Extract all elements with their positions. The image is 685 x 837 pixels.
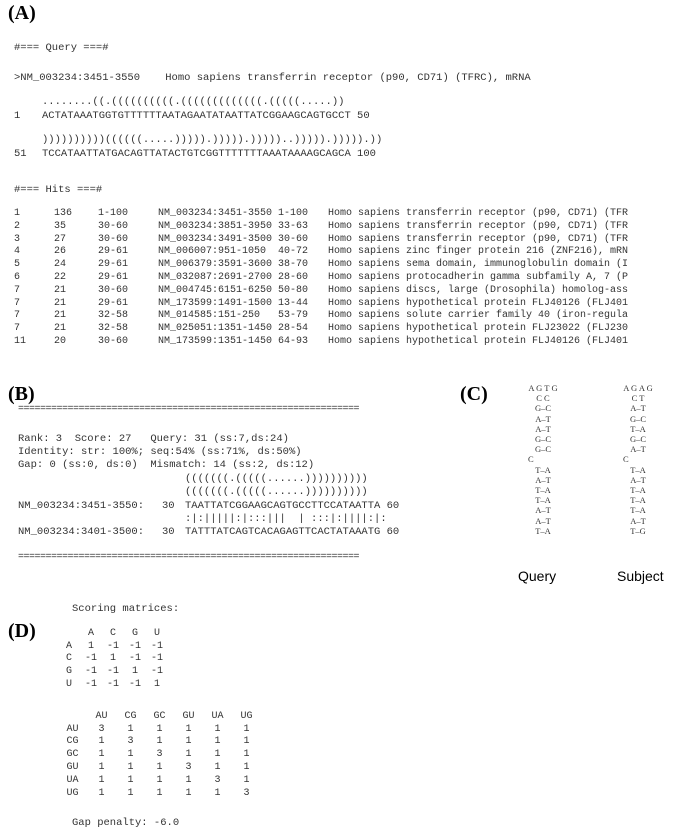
hit-cell: 1	[14, 208, 21, 219]
subject-base-pair: T–A	[630, 485, 646, 496]
matrix-cell: 1	[156, 762, 163, 774]
hit-cell: 21	[54, 297, 67, 309]
query-base-pair: T–A	[535, 464, 551, 475]
matrix-cell: 1	[87, 640, 94, 652]
hit-row	[14, 285, 678, 298]
matrix-cell: GC	[66, 749, 79, 761]
hit-cell: 4	[14, 246, 21, 258]
hit-cell: 1-100	[278, 208, 309, 219]
query-loop-top: A G T G	[528, 383, 558, 393]
matrix-cell: 3	[156, 749, 163, 761]
matrix-cell: 1	[153, 679, 160, 691]
matrix-cell: 1	[185, 749, 192, 761]
matrix-cell: 1	[243, 749, 250, 761]
query-alignment-seq: TAATTATCGGAAGCAGTGCCTTCCATAATTA 60	[185, 500, 400, 512]
subject-base-pair: T–A	[630, 423, 646, 434]
panel-b-label: (B)	[8, 383, 35, 405]
query-base-pair: A–T	[535, 423, 551, 434]
matrix-row	[58, 761, 261, 774]
matrix-cell: 1	[243, 774, 250, 786]
matrix-row	[58, 723, 261, 736]
matrix-cell: 3	[243, 787, 250, 799]
matrix-cell: 1	[109, 653, 116, 665]
subject-alignment-name: NM_003234:3401-3500:	[18, 526, 145, 538]
hit-cell: 28-60	[278, 271, 309, 283]
matrix-header-cell: CG	[124, 710, 137, 722]
hit-cell: 28-54	[278, 323, 309, 335]
hit-cell: 38-70	[278, 259, 309, 271]
matrix-cell: G	[65, 666, 72, 678]
hit-cell: 21	[54, 323, 67, 335]
subject-loop-mid: C T	[631, 393, 645, 404]
hit-cell: Homo sapiens transferrin receptor (p90, CD71) (TFR	[328, 233, 629, 245]
panel-a-label: (A)	[8, 2, 36, 24]
matrix-cell: 1	[98, 749, 105, 761]
matrix-header-cell: A	[87, 627, 94, 639]
hit-row	[14, 272, 678, 285]
hit-cell: 7	[14, 310, 21, 322]
gap-line: Gap: 0 (ss:0, ds:0) Mismatch: 14 (ss:2, ds:12)	[18, 459, 315, 471]
hit-cell: Homo sapiens hypothetical protein FLJ23022 (FLJ230	[328, 323, 629, 335]
matrix-cell: 1	[156, 723, 163, 735]
matrix-cell: 1	[127, 749, 134, 761]
subject-caption: Subject	[617, 568, 664, 584]
matrix-cell: 1	[131, 666, 138, 678]
hit-cell: 64-93	[278, 335, 309, 347]
matrix-header-cell: UA	[211, 710, 224, 722]
subject-hairpin	[603, 383, 673, 536]
subject-bulge: C	[623, 454, 629, 465]
alignment-match-line: :|:|||||:|:::||| | :::|:||||:|:	[185, 513, 387, 525]
matrix-header-cell: GU	[182, 710, 195, 722]
hit-row	[14, 298, 678, 311]
hit-row	[14, 336, 678, 349]
hits-header: #=== Hits ===#	[14, 184, 103, 196]
gap-penalty: Gap penalty: -6.0	[72, 817, 180, 829]
hit-cell: 53-79	[278, 310, 309, 322]
matrix-cell: 1	[156, 787, 163, 799]
matrix-header-cell	[58, 627, 80, 640]
hit-cell: Homo sapiens protocadherin gamma subfamily A, 7 (P	[328, 271, 629, 283]
matrix-row	[58, 736, 261, 749]
hit-cell: 33-63	[278, 220, 309, 232]
matrix-cell: AU	[66, 723, 79, 735]
matrix-header-cell: U	[153, 627, 160, 639]
matrix-cell: 1	[98, 774, 105, 786]
hits-table	[14, 208, 678, 349]
subject-base-pair: A–T	[630, 474, 646, 485]
hit-cell: 7	[14, 323, 21, 335]
query-alignment-start: 30	[162, 500, 175, 512]
hit-cell: 6	[14, 271, 21, 283]
hit-cell: 21	[54, 284, 67, 296]
matrix-cell: 1	[127, 774, 134, 786]
matrix-row	[58, 640, 168, 653]
matrix-cell: 3	[185, 762, 192, 774]
query-seq-1-start: 1	[14, 110, 21, 122]
matrix-cell: UA	[66, 774, 79, 786]
subject-loop-top: A G A G	[623, 383, 653, 393]
subject-base-pair: A–T	[630, 444, 646, 455]
query-base-pair: G–C	[534, 434, 552, 445]
hit-cell: 29-61	[98, 297, 129, 309]
matrix-cell: C	[65, 653, 72, 665]
matrix-cell: GU	[66, 762, 79, 774]
hit-cell: 27	[54, 233, 67, 245]
hit-cell: NM_003234:3451-3550	[158, 208, 273, 219]
query-seq-1: ACTATAAATGGTGTTTTTTAATAGAATATAATTATCGGAAGCAGTGCCT 50	[42, 110, 370, 122]
matrix-cell: 1	[98, 762, 105, 774]
subject-base-pair: T–A	[630, 495, 646, 506]
matrix-cell: 1	[156, 736, 163, 748]
subject-base-pair: G–C	[629, 413, 647, 424]
hit-cell: 26	[54, 246, 67, 258]
hit-cell: 2	[14, 220, 21, 232]
query-alignment-name: NM_003234:3451-3550:	[18, 500, 145, 512]
subject-alignment-structure: (((((((.(((((......))))))))))	[185, 486, 368, 498]
matrix-cell: -1	[128, 653, 141, 665]
query-id-line: >NM_003234:3451-3550 Homo sapiens transferrin receptor (p90, CD71) (TFRC), mRNA	[14, 72, 531, 84]
hit-cell: 7	[14, 297, 21, 309]
hit-cell: 21	[54, 310, 67, 322]
hit-cell: 136	[54, 208, 73, 219]
hit-cell: 13-44	[278, 297, 309, 309]
hit-cell: Homo sapiens sema domain, immunoglobulin domain (I	[328, 259, 629, 271]
hit-cell: Homo sapiens solute carrier family 40 (iron-regula	[328, 310, 629, 322]
pair-scoring-matrix	[58, 710, 261, 800]
hit-cell: NM_173599:1491-1500	[158, 297, 273, 309]
matrix-cell: 1	[185, 787, 192, 799]
subject-base-pair: T–A	[630, 505, 646, 516]
hit-cell: 1-100	[98, 208, 129, 219]
matrix-cell: 1	[214, 787, 221, 799]
subject-base-pair: T–A	[630, 464, 646, 475]
matrix-row	[58, 653, 168, 666]
hit-cell: Homo sapiens transferrin receptor (p90, CD71) (TFR	[328, 220, 629, 232]
hit-cell: Homo sapiens discs, large (Drosophila) homolog-ass	[328, 284, 629, 296]
hit-cell: NM_003234:3851-3950	[158, 220, 273, 232]
query-hairpin	[508, 383, 578, 536]
hit-cell: 32-58	[98, 310, 129, 322]
query-base-pair: T–A	[535, 485, 551, 496]
hit-cell: 30-60	[278, 233, 309, 245]
hit-cell: 30-60	[98, 335, 129, 347]
query-base-pair: A–T	[535, 474, 551, 485]
hit-cell: 22	[54, 271, 67, 283]
matrix-header-cell: C	[109, 627, 116, 639]
hit-cell: 24	[54, 259, 67, 271]
matrix-cell: 3	[214, 774, 221, 786]
matrix-row	[58, 774, 261, 787]
hit-cell: NM_032087:2691-2700	[158, 271, 273, 283]
matrix-header-cell	[58, 710, 87, 723]
matrix-cell: -1	[84, 666, 97, 678]
matrix-cell: -1	[106, 640, 119, 652]
query-seq-2-start: 51	[14, 148, 27, 160]
matrix-cell: 1	[127, 723, 134, 735]
matrix-cell: A	[65, 640, 72, 652]
query-caption: Query	[518, 568, 557, 584]
hit-cell: 29-61	[98, 259, 129, 271]
hit-cell: 30-60	[98, 220, 129, 232]
query-bulge: C	[528, 454, 534, 465]
hit-cell: 11	[14, 335, 27, 347]
hit-cell: 20	[54, 335, 67, 347]
hit-cell: Homo sapiens hypothetical protein FLJ40126 (FLJ401	[328, 335, 629, 347]
subject-base-pair: G–C	[629, 434, 647, 445]
hit-row	[14, 259, 678, 272]
matrix-header-cell: AU	[95, 710, 108, 722]
hit-cell: NM_006379:3591-3600	[158, 259, 273, 271]
matrix-row	[58, 678, 168, 691]
matrix-row	[58, 665, 168, 678]
query-loop-mid: C C	[536, 393, 550, 404]
matrix-row	[58, 787, 261, 800]
matrix-cell: U	[65, 679, 72, 691]
hit-cell: 35	[54, 220, 67, 232]
matrix-cell: 1	[127, 762, 134, 774]
subject-base-pair: T–G	[630, 525, 646, 536]
matrix-cell: 1	[185, 774, 192, 786]
matrix-cell: UG	[66, 787, 79, 799]
matrix-cell: 1	[243, 762, 250, 774]
subject-base-pair: A–T	[630, 403, 646, 414]
matrix-cell: 1	[243, 723, 250, 735]
query-base-pair: T–A	[535, 495, 551, 506]
hit-cell: 32-58	[98, 323, 129, 335]
hit-row	[14, 323, 678, 336]
panel-d-label: (D)	[8, 620, 36, 642]
hit-cell: 29-61	[98, 246, 129, 258]
matrix-cell: -1	[128, 679, 141, 691]
matrix-header-row	[58, 710, 261, 723]
matrix-cell: 1	[98, 736, 105, 748]
hit-cell: NM_003234:3491-3500	[158, 233, 273, 245]
query-alignment-structure: (((((((.(((((......))))))))))	[185, 473, 368, 485]
query-base-pair: A–T	[535, 505, 551, 516]
matrix-cell: -1	[84, 653, 97, 665]
query-structure-2: ))))))))))((((((.....))))).))))).)))))..))))).))))).))	[42, 134, 383, 146]
hit-cell: NM_006007:951-1050	[158, 246, 267, 258]
matrix-cell: 1	[214, 749, 221, 761]
hit-cell: 29-61	[98, 271, 129, 283]
matrix-cell: -1	[106, 666, 119, 678]
hit-cell: 5	[14, 259, 21, 271]
base-scoring-matrix	[58, 627, 168, 691]
hit-row	[14, 221, 678, 234]
matrix-header-cell: UG	[240, 710, 253, 722]
query-header: #=== Query ===#	[14, 42, 109, 54]
matrix-header-row	[58, 627, 168, 640]
hit-cell: 30-60	[98, 284, 129, 296]
matrix-cell: 1	[185, 723, 192, 735]
hit-cell: 7	[14, 284, 21, 296]
panel-c-label: (C)	[460, 383, 488, 405]
query-structure-1: ........((.((((((((((.(((((((((((((.(((((.....))	[42, 96, 345, 108]
matrix-cell: 1	[98, 787, 105, 799]
query-seq-2: TCCATAATTATGACAGTTATACTGTCGGTTTTTTTAAATAAAAGCAGCA 100	[42, 148, 376, 160]
matrix-cell: CG	[66, 736, 79, 748]
matrix-cell: 3	[127, 736, 134, 748]
rank-line: Rank: 3 Score: 27 Query: 31 (ss:7,ds:24)	[18, 433, 289, 445]
hit-row	[14, 208, 678, 221]
rule-top: ==============================================================	[18, 404, 360, 415]
matrix-row	[58, 748, 261, 761]
matrix-cell: -1	[84, 679, 97, 691]
matrix-cell: 1	[214, 736, 221, 748]
query-base-pair: A–T	[535, 515, 551, 526]
matrix-cell: 3	[98, 723, 105, 735]
hit-cell: NM_014585:151-250	[158, 310, 261, 322]
matrix-cell: 1	[243, 736, 250, 748]
subject-alignment-start: 30	[162, 526, 175, 538]
hit-cell: 30-60	[98, 233, 129, 245]
matrix-cell: 1	[214, 762, 221, 774]
query-base-pair: G–C	[534, 403, 552, 414]
identity-line: Identity: str: 100%; seq:54% (ss:71%, ds:50%)	[18, 446, 302, 458]
hit-row	[14, 234, 678, 247]
scoring-matrices-title: Scoring matrices:	[72, 603, 180, 615]
matrix-cell: -1	[150, 640, 163, 652]
matrix-cell: 1	[185, 736, 192, 748]
hit-cell: 50-80	[278, 284, 309, 296]
hit-cell: NM_173599:1351-1450	[158, 335, 273, 347]
hit-cell: NM_025051:1351-1450	[158, 323, 273, 335]
matrix-header-cell: GC	[153, 710, 166, 722]
query-base-pair: T–A	[535, 525, 551, 536]
matrix-cell: -1	[150, 653, 163, 665]
hit-cell: Homo sapiens zinc finger protein 216 (ZNF216), mRN	[328, 246, 629, 258]
subject-alignment-seq: TATTTATCAGTCACAGAGTTCACTATAAATG 60	[185, 526, 400, 538]
hit-cell: 3	[14, 233, 21, 245]
matrix-cell: 1	[127, 787, 134, 799]
hit-cell: NM_004745:6151-6250	[158, 284, 273, 296]
hit-row	[14, 310, 678, 323]
matrix-cell: -1	[128, 640, 141, 652]
matrix-cell: 1	[214, 723, 221, 735]
query-base-pair: G–C	[534, 444, 552, 455]
query-base-pair: A–T	[535, 413, 551, 424]
matrix-header-cell: G	[131, 627, 138, 639]
hit-cell: Homo sapiens transferrin receptor (p90, CD71) (TFR	[328, 208, 629, 219]
subject-base-pair: A–T	[630, 515, 646, 526]
matrix-cell: 1	[156, 774, 163, 786]
matrix-cell: -1	[106, 679, 119, 691]
hit-cell: Homo sapiens hypothetical protein FLJ40126 (FLJ401	[328, 297, 629, 309]
hit-cell: 40-72	[278, 246, 309, 258]
hit-row	[14, 246, 678, 259]
matrix-cell: -1	[150, 666, 163, 678]
rule-bottom: ==============================================================	[18, 552, 360, 563]
